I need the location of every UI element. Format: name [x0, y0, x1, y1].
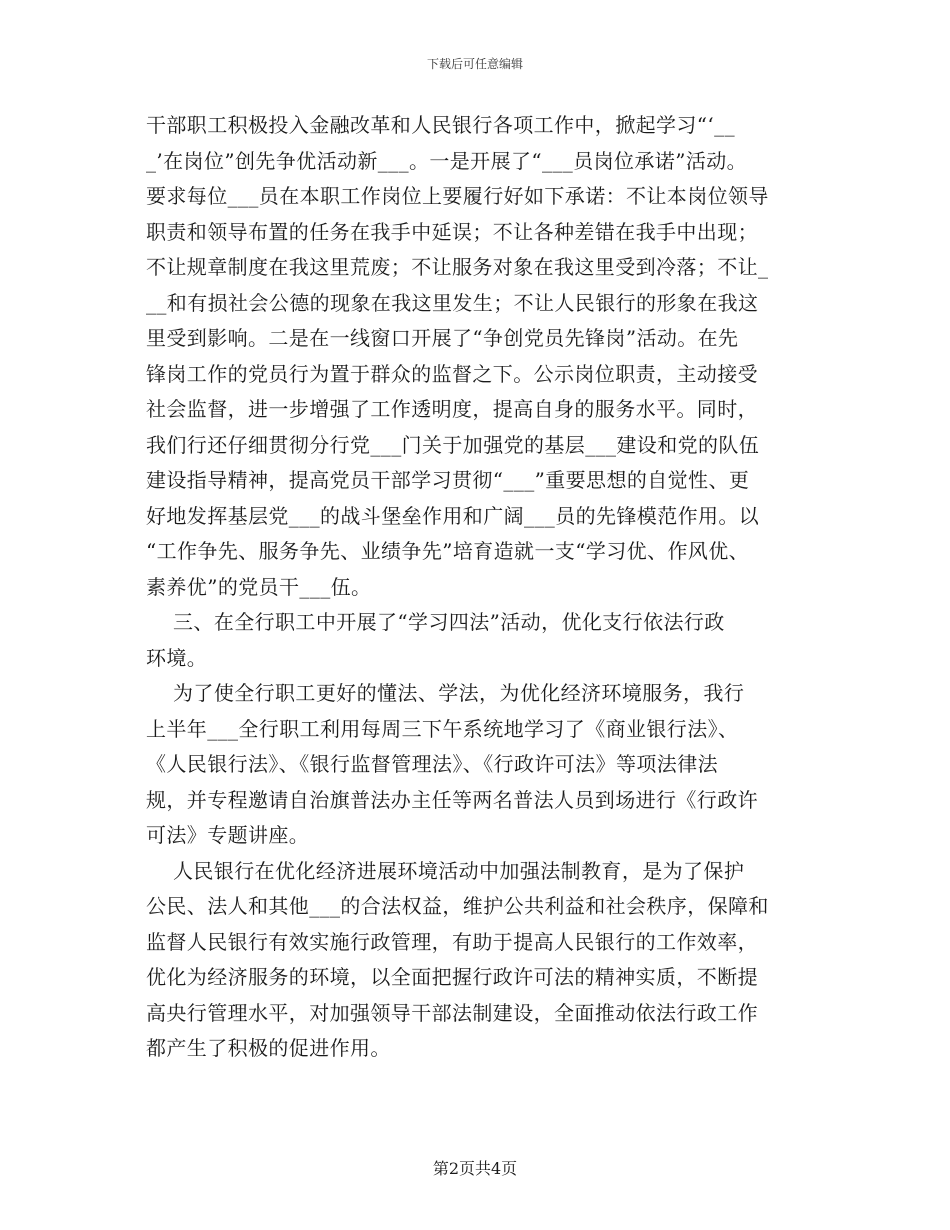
text-line: 要求每位___员在本职工作岗位上要履行好如下承诺：不让本岗位领导: [146, 184, 769, 208]
text-line: 为了使全行职工更好的懂法、学法，为优化经济环境服务，我行: [146, 681, 745, 705]
text-line: 不让规章制度在我这里荒废；不让服务对象在我这里受到冷落；不让_: [146, 255, 769, 279]
text-line: __和有损社会公德的现象在我这里发生；不让人民银行的形象在我这: [146, 290, 759, 315]
text-line: 里受到影响。二是在一线窗口开展了“争创党员先锋岗”活动。在先: [146, 326, 739, 350]
text-line: 都产生了积极的促进作用。: [146, 1036, 391, 1060]
text-line: 上半年___全行职工利用每周三下午系统地学习了《商业银行法》、: [146, 716, 739, 741]
page-header-note: 下载后可任意编辑: [426, 57, 523, 71]
text-line: 素养优”的党员干___伍。: [146, 574, 372, 599]
text-line: 规，并专程邀请自治旗普法办主任等两名普法人员到场进行《行政许: [146, 787, 758, 812]
text-line: 人民银行在优化经济进展环境活动中加强法制教育，是为了保护: [146, 858, 745, 883]
section-heading-line: 环境。: [146, 645, 208, 670]
text-line: 优化为经济服务的环境，以全面把握行政许可法的精神实质，不断提: [146, 965, 758, 989]
text-line: _’在岗位”创先争优活动新___。一是开展了“___员岗位承诺”活动。: [146, 148, 748, 173]
page-number-footer: 第2页共4页: [432, 1159, 518, 1178]
text-line: 锋岗工作的党员行为置于群众的监督之下。公示岗位职责，主动接受: [146, 361, 758, 386]
text-line: 公民、法人和其他___的合法权益，维护公共利益和社会秩序，保障和: [146, 894, 769, 918]
document-body: [146, 108, 814, 1067]
text-line: 《人民银行法》、《银行监督管理法》、《行政许可法》等项法律法: [146, 752, 718, 776]
text-line: 我们行还仔细贯彻分行党___门关于加强党的基层___建设和党的队伍: [146, 432, 760, 457]
text-line: 干部职工积极投入金融改革和人民银行各项工作中，掀起学习“‘__: [146, 113, 735, 137]
section-heading-line: 三、在全行职工中开展了“学习四法”活动，优化支行依法行政: [146, 610, 725, 634]
text-line: “工作争先、服务争先、业绩争先”培育造就一支“学习优、作风优、: [146, 539, 750, 563]
text-line: 建设指导精神，提高党员干部学习贯彻“___”重要思想的自觉性、更: [146, 468, 750, 492]
text-line: 可法》专题讲座。: [146, 823, 310, 847]
text-line: 高央行管理水平，对加强领导干部法制建设，全面推动依法行政工作: [146, 1000, 758, 1025]
text-line: 好地发挥基层党___的战斗堡垒作用和广阔___员的先锋模范作用。以: [146, 503, 760, 528]
text-line: 监督人民银行有效实施行政管理，有助于提高人民银行的工作效率，: [146, 929, 758, 954]
text-line: 职责和领导布置的任务在我手中延误；不让各种差错在我手中出现；: [146, 219, 758, 244]
text-line: 社会监督，进一步增强了工作透明度，提高自身的服务水平。同时，: [146, 397, 758, 421]
